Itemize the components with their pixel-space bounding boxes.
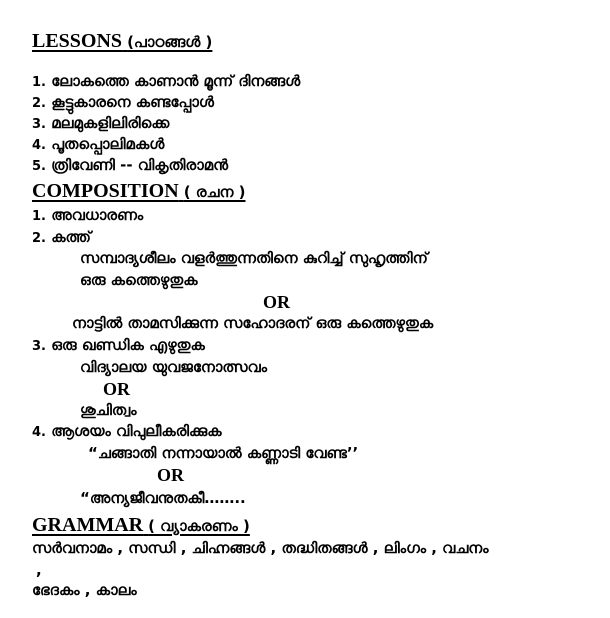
lesson-number: 2.: [32, 96, 46, 111]
lesson-title: പൂതപ്പൊലിമകൾ: [51, 135, 165, 153]
or-separator: OR: [263, 292, 290, 312]
lesson-item: [32, 113, 169, 135]
lesson-title: ലോകത്തെ കാണാൻ മൂന്ന് ദിനങ്ങൾ: [51, 72, 301, 90]
lessons-heading-en: LESSONS: [32, 30, 123, 52]
item-title: ആശയം വിപുലീകരിക്കുക: [51, 422, 222, 440]
composition-item-1: [32, 205, 143, 227]
composition-heading-ml: ( രചന ): [183, 183, 246, 201]
composition-heading-en: COMPOSITION: [32, 180, 179, 202]
lesson-item: [32, 71, 300, 93]
letter-alt-topic: നാട്ടിൽ താമസിക്കുന്ന സഹോദരന് ഒരു കത്തെഴുതുക: [72, 314, 434, 332]
paragraph-topic-1: വിദ്യാലയ യുവജനോത്സവം: [80, 358, 267, 376]
item-number: 3.: [32, 339, 46, 354]
grammar-topics-line-1: സർവനാമം , സന്ധി , ചിഹ്നങ്ങൾ , തദ്ധിതങ്ങൾ , ലിംഗം , വചനം: [32, 539, 489, 557]
idea-topic-1: “ചങ്ങാതി നന്നായാൽ കണ്ണാടി വേണ്ട’’: [88, 444, 359, 462]
lesson-number: 5.: [32, 159, 46, 174]
lesson-item: [32, 155, 228, 177]
letter-topic-line-1: സമ്പാദ്യശീലം വളർത്തുന്നതിനെ കുറിച്ച് സുഹൃത്തിന്: [80, 249, 428, 267]
lesson-number: 1.: [32, 75, 46, 90]
lesson-title: മലമുകളിലിരിക്കെ: [51, 114, 170, 132]
lesson-number: 4.: [32, 138, 46, 153]
lessons-heading: [32, 29, 212, 54]
lesson-item: [32, 92, 214, 114]
grammar-topics-line-3: ഭേദകം , കാലം: [32, 581, 137, 599]
composition-item-4: [32, 421, 222, 443]
item-number: 1.: [32, 209, 46, 224]
lesson-item: [32, 134, 164, 156]
item-number: 4.: [32, 425, 46, 440]
item-title: അവധാരണം: [51, 206, 144, 224]
or-separator: OR: [103, 379, 130, 399]
composition-heading: [32, 179, 245, 204]
lessons-heading-ml: (പാഠങ്ങൾ ): [127, 33, 213, 51]
letter-topic-line-2: ഒരു കത്തെഴുതുക: [80, 271, 198, 289]
grammar-heading: [32, 513, 250, 538]
item-title: ഒരു ഖണ്ഡിക എഴുതുക: [51, 336, 205, 354]
or-separator: OR: [157, 465, 184, 485]
grammar-heading-en: GRAMMAR: [32, 514, 144, 536]
idea-topic-2: “അന്യജീവനുതകീ……..: [80, 489, 246, 507]
lesson-title: കൂട്ടുകാരനെ കണ്ടപ്പോൾ: [51, 93, 214, 111]
lesson-title: ത്രിവേണി -- വികൃതിരാമൻ: [51, 156, 229, 174]
grammar-heading-ml: ( വ്യാകരണം ): [148, 517, 250, 535]
composition-item-3: [32, 335, 205, 357]
grammar-topics-line-2: ,: [36, 561, 42, 579]
composition-item-2: [32, 227, 91, 249]
item-title: കത്ത്: [51, 228, 91, 246]
item-number: 2.: [32, 231, 46, 246]
lesson-number: 3.: [32, 117, 46, 132]
paragraph-topic-2: ശുചിത്വം: [80, 401, 137, 419]
